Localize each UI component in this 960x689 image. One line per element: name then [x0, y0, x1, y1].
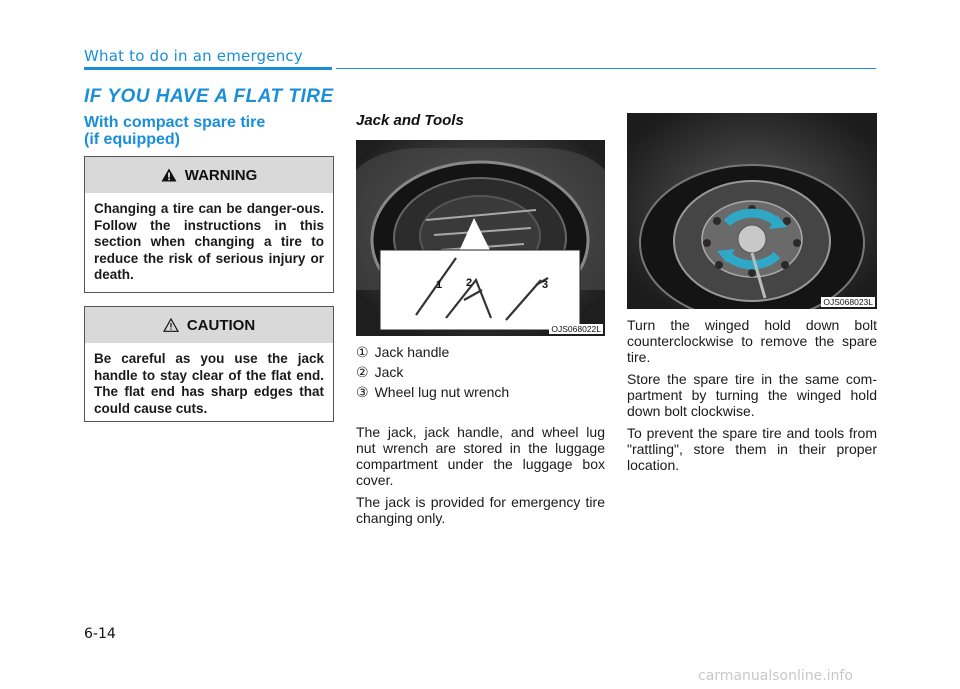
- warning-label: WARNING: [184, 166, 258, 184]
- spare-paragraphs: [627, 317, 877, 479]
- page-title: IF YOU HAVE A FLAT TIRE: [84, 86, 334, 107]
- section-header: What to do in an emergency: [84, 47, 303, 65]
- jack-tools-image: [356, 140, 605, 336]
- paragraph: Turn the winged hold down bolt counterclockwise to remove the spare tire.: [627, 317, 877, 365]
- subtitle-line1: With compact spare tire: [84, 114, 266, 131]
- warning-box: [84, 156, 334, 293]
- warning-text: Changing a tire can be danger-ous. Follow the instructions in this section when changing a tire to reduce the risk of serious injury or death.: [94, 201, 324, 282]
- paragraph: Store the spare tire in the same com-partment by turning the winged hold down bolt clockwise.: [627, 371, 877, 419]
- jack-tools-title: Jack and Tools: [356, 112, 464, 129]
- caution-label: CAUTION: [186, 316, 256, 334]
- caution-box: [84, 306, 334, 422]
- paragraph: To prevent the spare tire and tools from "rattling", store them in their proper location.: [627, 425, 877, 473]
- warning-header: [85, 157, 333, 193]
- item-number: ①: [356, 344, 369, 360]
- callout-2: 2: [466, 277, 473, 289]
- caution-triangle-icon: [163, 318, 179, 332]
- subtitle: [84, 114, 324, 148]
- watermark: carmanualsonline.info: [698, 668, 853, 684]
- caution-header: [85, 307, 333, 343]
- caution-text: Be careful as you use the jack handle to stay clear of the flat end. The flat end has sharp edges that could cause cuts.: [94, 351, 324, 416]
- spare-tire-image: [627, 113, 877, 309]
- spare-tire-illustration: [627, 113, 877, 309]
- callout-1: 1: [436, 279, 443, 291]
- paragraph: The jack, jack handle, and wheel lug nut wrench are stored in the luggage compartment under the luggage box cover.: [356, 424, 605, 488]
- page-number: 6-14: [84, 626, 116, 642]
- paragraph: The jack is provided for emergency tire changing only.: [356, 494, 605, 526]
- header-rule-thin: [336, 68, 876, 69]
- trunk-jack-illustration: [356, 140, 605, 336]
- callout-3: 3: [542, 279, 549, 291]
- subtitle-line2: (if equipped): [84, 131, 180, 148]
- image-code-1: OJS068022L: [551, 324, 601, 334]
- list-item: [356, 362, 509, 382]
- image-code-2: OJS068023L: [823, 297, 873, 307]
- list-item: [356, 342, 509, 362]
- jack-items-list: [356, 342, 509, 402]
- item-label: Jack: [374, 364, 404, 380]
- jack-paragraphs: [356, 424, 605, 532]
- item-label: Jack handle: [374, 344, 450, 360]
- list-item: [356, 382, 509, 402]
- header-rule-thick: [84, 67, 332, 70]
- item-number: ②: [356, 364, 369, 380]
- item-number: ③: [356, 384, 369, 400]
- warning-triangle-icon: [161, 168, 177, 182]
- item-label: Wheel lug nut wrench: [374, 384, 510, 400]
